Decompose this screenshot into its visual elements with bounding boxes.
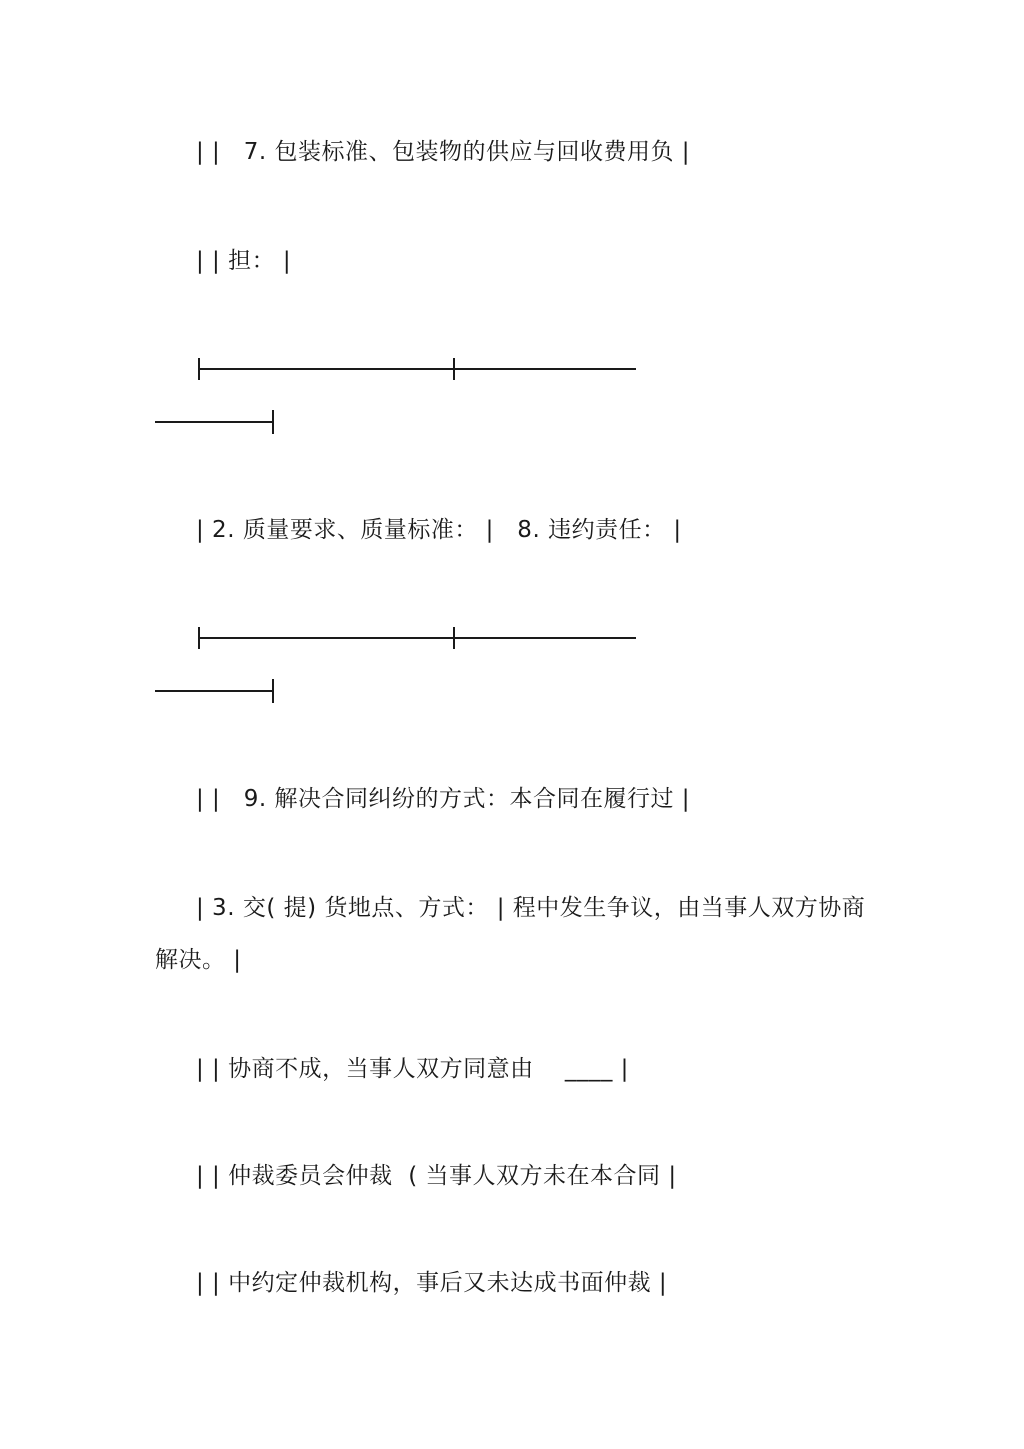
text-line-6: 解决。 | xyxy=(155,947,242,973)
text-line-2: | | 担： | xyxy=(196,248,292,274)
text-line-7: | | 协商不成，当事人双方同意由 ____ | xyxy=(196,1056,629,1082)
text-line-5: | 3. 交( 提) 货地点、方式： | 程中发生争议，由当事人双方协商 xyxy=(196,895,866,921)
text-line-3: | 2. 质量要求、质量标准： | 8. 违约责任： | xyxy=(196,517,682,543)
text-line-1: | | 7. 包装标准、包装物的供应与回收费用负 | xyxy=(196,139,691,165)
text-line-8: | | 仲裁委员会仲裁 ( 当事人双方未在本合同 | xyxy=(196,1163,677,1189)
text-line-9: | | 中约定仲裁机构，事后又未达成书面仲裁 | xyxy=(196,1270,668,1296)
text-line-4: | | 9. 解决合同纠纷的方式：本合同在履行过 | xyxy=(196,786,691,812)
